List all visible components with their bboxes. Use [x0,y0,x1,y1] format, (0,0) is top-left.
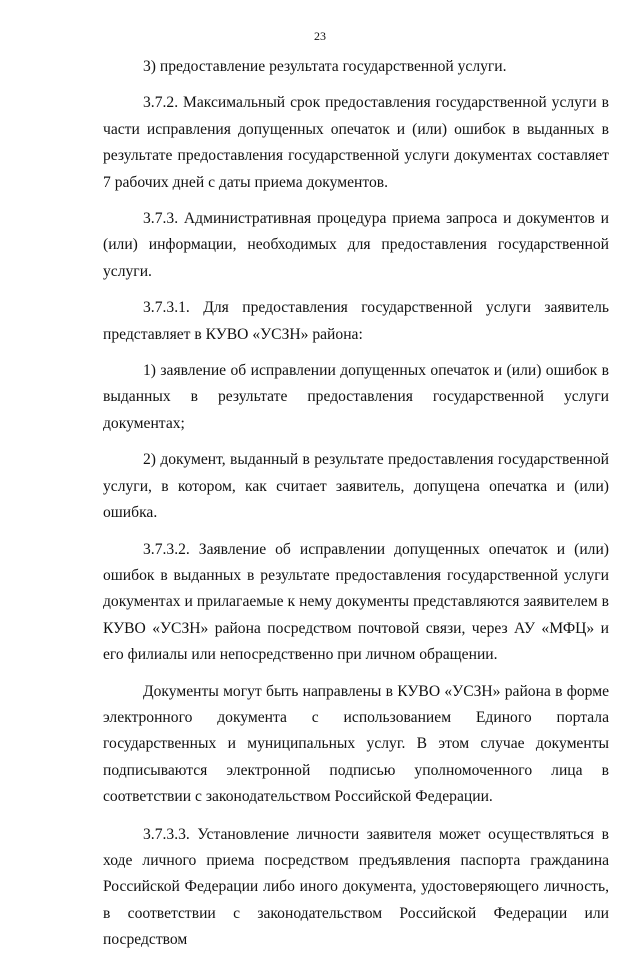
list-item-application: 1) заявление об исправлении допущенных опечаток и (или) ошибок в выданных в результате предоставления государственной услуги документах; [103,362,609,432]
list-item-document: 2) документ, выданный в результате предоставления государственной услуги, в котором, как считает заявитель, допущена опечатка и (или) ошибка. [103,451,609,522]
page-number: 23 [314,29,326,43]
paragraph-result-item-3: 3) предоставление результата государственной услуги. [143,58,507,75]
document-body [103,54,609,954]
paragraph-3-7-3-1-applicant-submits: 3.7.3.1. Для предоставления государственной услуги заявитель представляет в КУВО «УСЗН» района: [103,299,609,343]
paragraph-3-7-3-2-submission: 3.7.3.2. Заявление об исправлении допущенных опечаток и (или) ошибок в выданных в результате предоставления государственной услуги документах и прилагаемые к нему документы представляются заявителем в КУВО «УСЗН» района посредством почтовой связи, через АУ «МФЦ» и его филиалы или непосредственно при личном обращении. [103,540,609,664]
paragraph-3-7-3-3-identity: 3.7.3.3. Установление личности заявителя может осуществляться в ходе личного приема посредством предъявления паспорта гражданина Российской Федерации либо иного документа, удостоверяющего личность, в соответствии с законодательством Российской Федерации или посредством [103,825,609,949]
paragraph-3-7-3-admin-procedure: 3.7.3. Административная процедура приема запроса и документов и (или) информации, необходимых для предоставления государственной услуги. [103,210,609,280]
paragraph-3-7-2-max-term: 3.7.2. Максимальный срок предоставления государственной услуги в части исправления допущенных опечаток и (или) ошибок в выданных в результате предоставления государственной услуги документах составляет 7 рабочих дней с даты приема документов. [103,94,609,191]
paragraph-electronic-documents: Документы могут быть направлены в КУВО «УСЗН» района в форме электронного документа с использованием Единого портала государственных и муниципальных услуг. В этом случае документы подписываются электронной подписью уполномоченного лица в соответствии с законодательством Российской Федерации. [103,682,609,806]
